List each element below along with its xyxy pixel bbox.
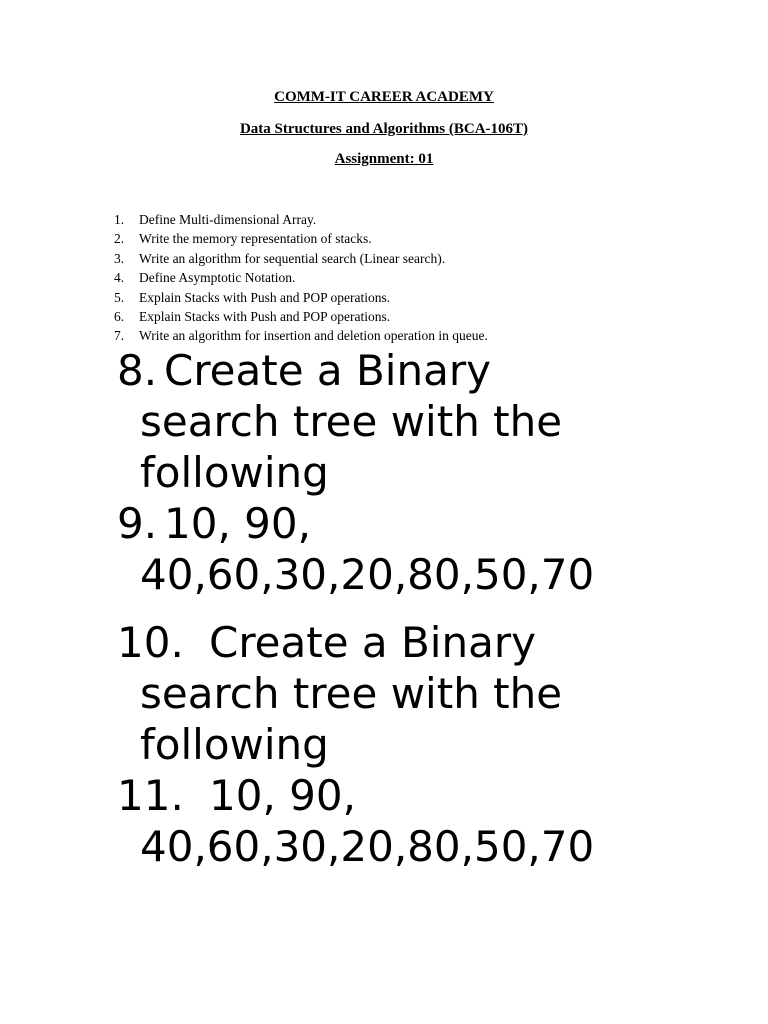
item-text: Write the memory representation of stacks. xyxy=(139,231,372,247)
list-item xyxy=(114,249,734,268)
question-list-large xyxy=(117,345,757,872)
institution-title: COMM-IT CAREER ACADEMY xyxy=(274,89,494,105)
list-item xyxy=(117,498,757,600)
list-item xyxy=(114,307,734,326)
item-line: 10, 90, xyxy=(209,771,356,820)
item-number: 3. xyxy=(114,250,125,266)
item-text: Write an algorithm for sequential search (Linear search). xyxy=(139,250,446,266)
list-item xyxy=(114,288,734,307)
item-text: Write an algorithm for insertion and deletion operation in queue. xyxy=(139,328,488,344)
assignment-title: Assignment: 01 xyxy=(334,151,434,167)
item-line: 40,60,30,20,80,50,70 xyxy=(140,550,595,599)
item-number: 11. xyxy=(117,771,184,820)
list-item xyxy=(117,770,757,872)
list-item xyxy=(117,345,757,498)
course-title: Data Structures and Algorithms (BCA-106T) xyxy=(239,121,529,137)
item-line: 40,60,30,20,80,50,70 xyxy=(140,822,595,871)
item-number: 6. xyxy=(114,309,125,325)
item-number: 8. xyxy=(117,346,158,395)
item-line: Create a Binary xyxy=(209,618,536,667)
list-item xyxy=(114,229,734,248)
item-number: 4. xyxy=(114,270,125,286)
item-number: 7. xyxy=(114,328,125,344)
list-item xyxy=(114,210,734,229)
list-item xyxy=(114,326,734,345)
item-line: search tree with the xyxy=(140,669,563,718)
list-item xyxy=(114,268,734,287)
list-item xyxy=(117,617,757,770)
item-number: 9. xyxy=(117,499,158,548)
item-number: 10. xyxy=(117,618,184,667)
item-number: 5. xyxy=(114,289,125,305)
item-line: search tree with the xyxy=(140,397,563,446)
item-line: following xyxy=(140,720,329,769)
question-list-small xyxy=(114,210,734,346)
item-text: Explain Stacks with Push and POP operations. xyxy=(139,309,391,325)
item-number: 2. xyxy=(114,231,125,247)
item-text: Define Multi-dimensional Array. xyxy=(139,212,317,227)
item-number: 1. xyxy=(114,212,125,227)
item-text: Define Asymptotic Notation. xyxy=(139,270,296,286)
item-text: Explain Stacks with Push and POP operations. xyxy=(139,289,391,305)
item-line: following xyxy=(140,448,329,497)
item-line: Create a Binary xyxy=(164,346,491,395)
item-line: 10, 90, xyxy=(164,499,311,548)
